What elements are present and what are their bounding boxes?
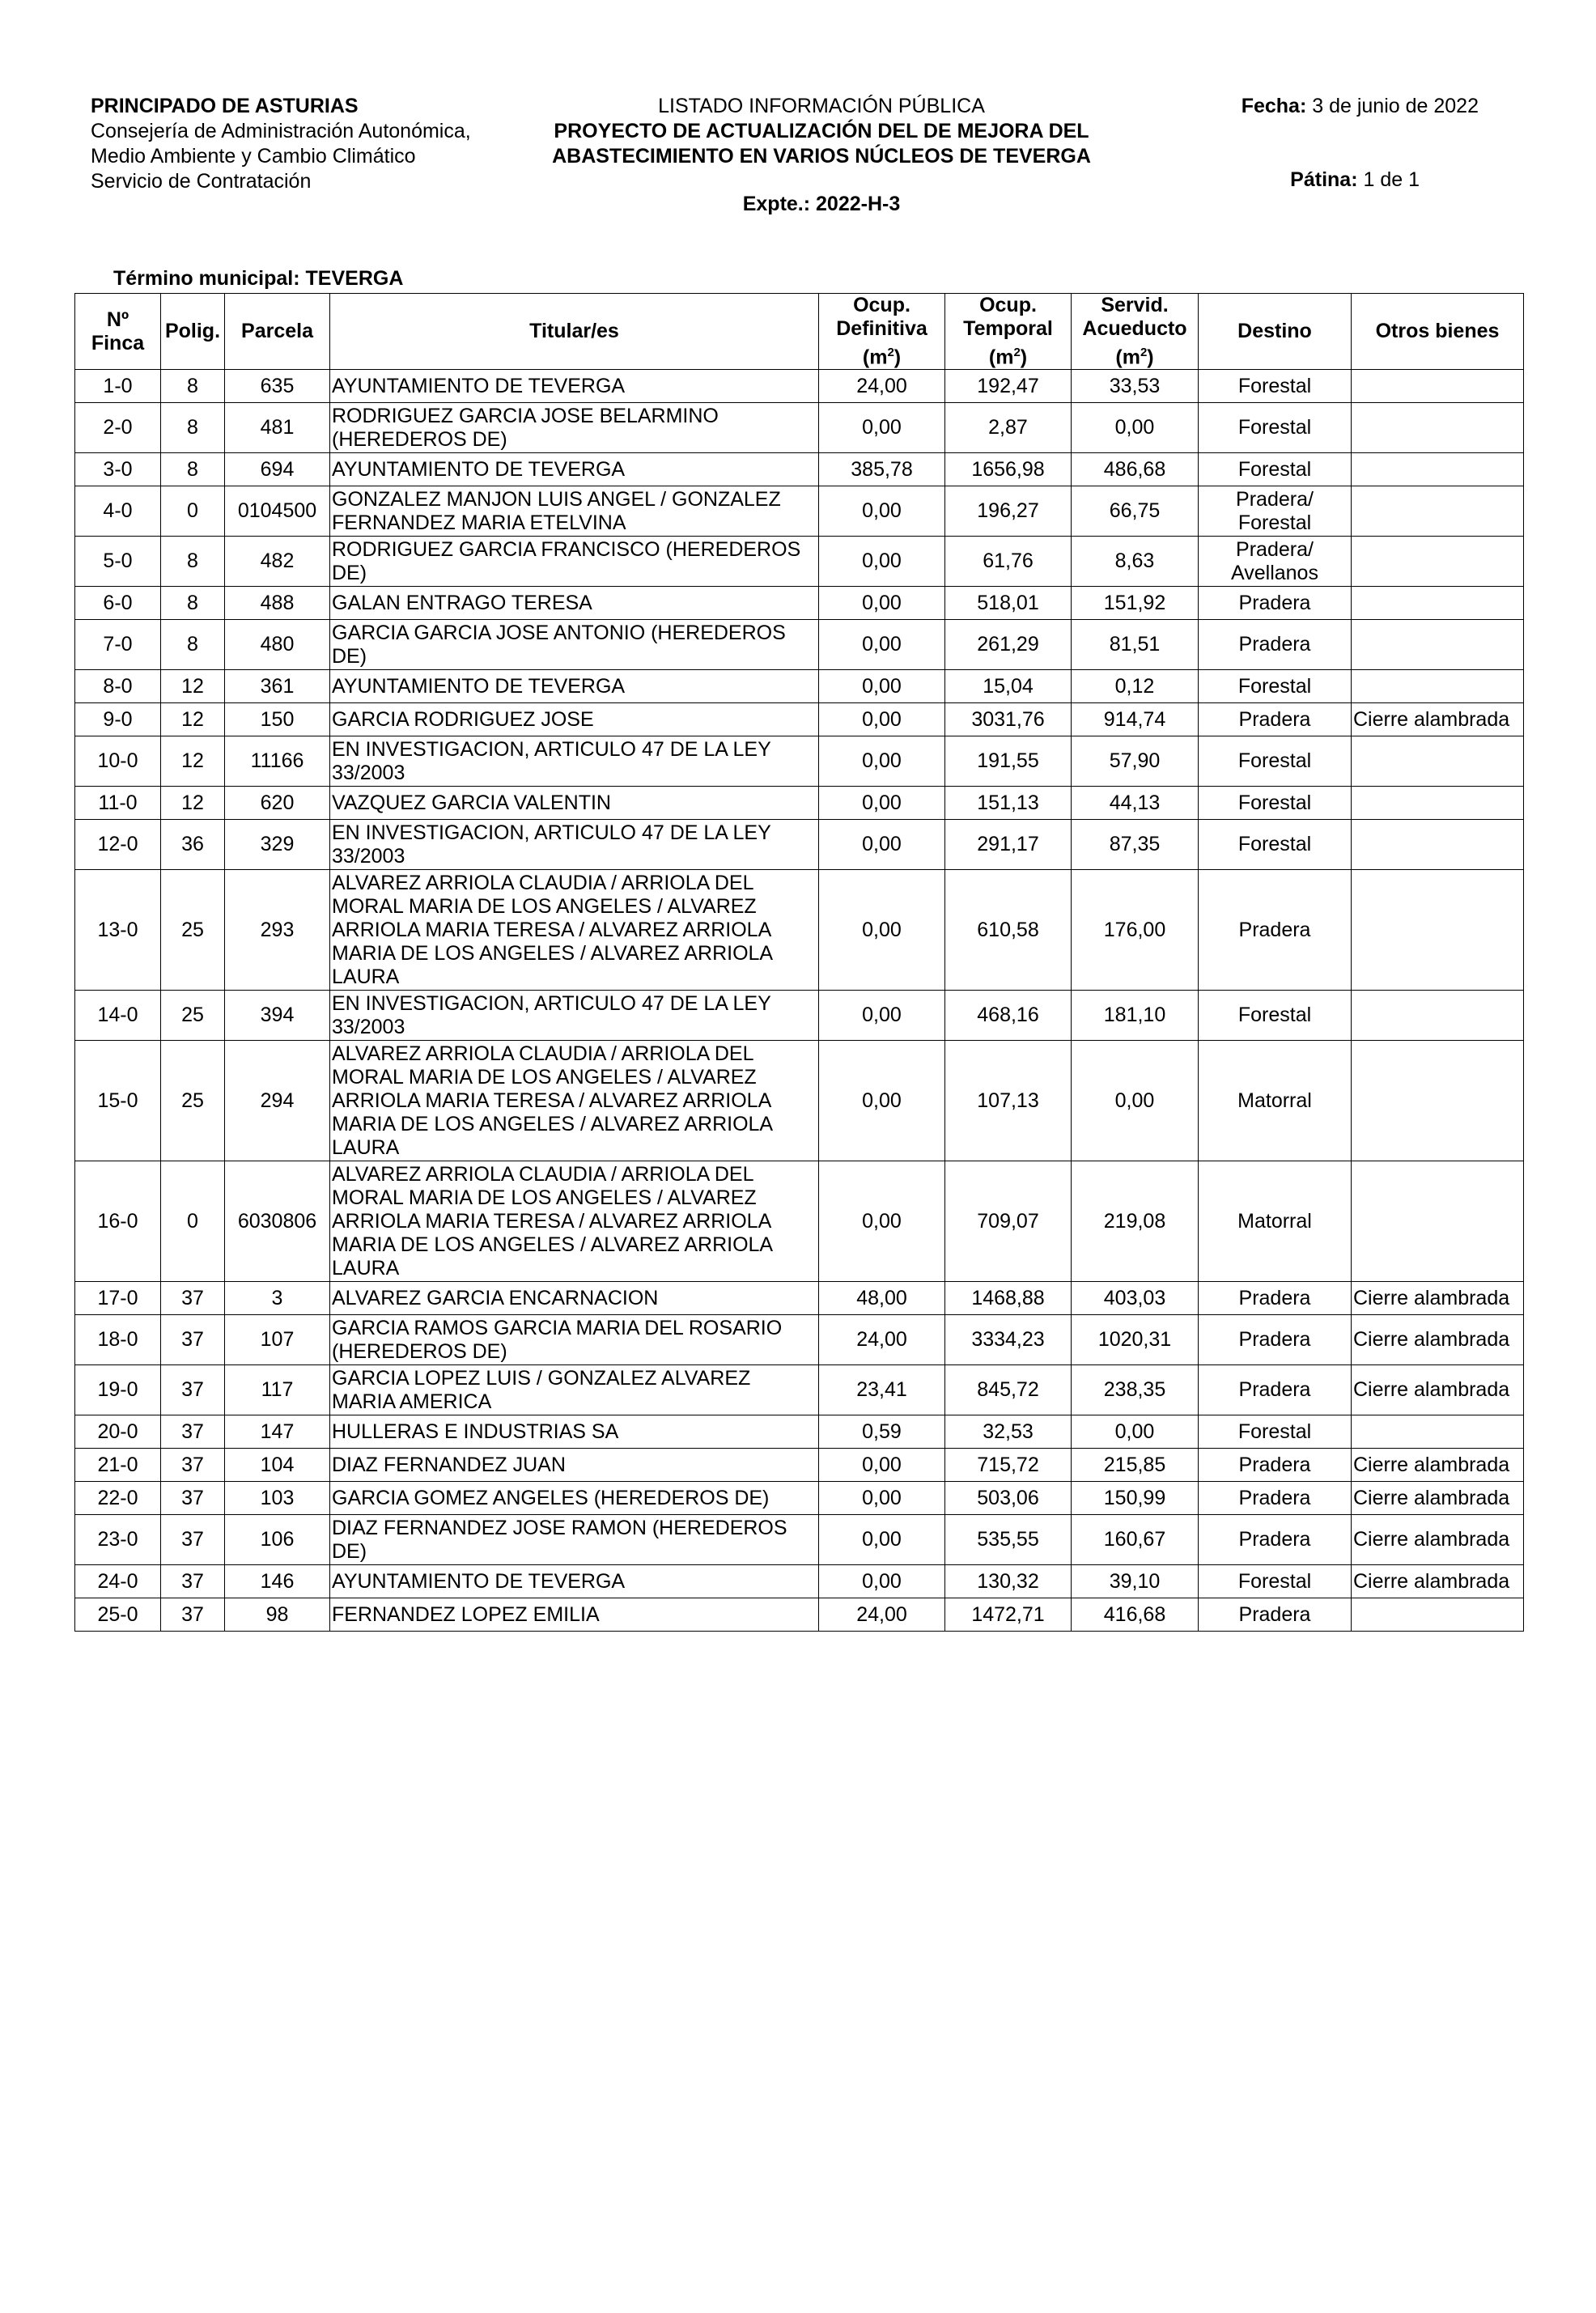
cell-parcela: 329 bbox=[225, 820, 330, 870]
col-ocup-temporal: Ocup. Temporal $(m^2)$ bbox=[945, 294, 1072, 370]
header-title bbox=[518, 94, 1125, 169]
cell-parcela: 104 bbox=[225, 1449, 330, 1482]
cell-parcela: 694 bbox=[225, 453, 330, 486]
cell-polig: 37 bbox=[161, 1315, 225, 1365]
cell-polig: 8 bbox=[161, 620, 225, 670]
cell-titular: EN INVESTIGACION, ARTICULO 47 DE LA LEY 33/2003 bbox=[330, 991, 819, 1041]
proyecto-line-2: ABASTECIMIENTO EN VARIOS NÚCLEOS DE TEVERGA bbox=[552, 145, 1091, 168]
cell-polig: 37 bbox=[161, 1598, 225, 1632]
table-row bbox=[75, 1161, 1524, 1282]
fecha-label: Fecha: bbox=[1241, 95, 1307, 117]
cell-parcela: 488 bbox=[225, 587, 330, 620]
cell-otros-bienes bbox=[1352, 620, 1524, 670]
cell-destino: Forestal bbox=[1199, 991, 1352, 1041]
cell-destino: Matorral bbox=[1199, 1041, 1352, 1161]
cell-ocup-temporal: 1472,71 bbox=[945, 1598, 1072, 1632]
cell-otros-bienes bbox=[1352, 403, 1524, 453]
cell-finca: 12-0 bbox=[75, 820, 161, 870]
cell-otros-bienes bbox=[1352, 870, 1524, 991]
cell-polig: 25 bbox=[161, 870, 225, 991]
cell-servid-acueducto: 87,35 bbox=[1072, 820, 1199, 870]
cell-destino: Forestal bbox=[1199, 670, 1352, 703]
cell-ocup-definitiva: 0,00 bbox=[819, 703, 945, 736]
cell-destino: Pradera/ Avellanos bbox=[1199, 537, 1352, 587]
table-row bbox=[75, 787, 1524, 820]
cell-destino: Forestal bbox=[1199, 736, 1352, 787]
cell-titular: EN INVESTIGACION, ARTICULO 47 DE LA LEY 33/2003 bbox=[330, 736, 819, 787]
cell-polig: 0 bbox=[161, 486, 225, 537]
cell-otros-bienes bbox=[1352, 820, 1524, 870]
cell-ocup-temporal: 261,29 bbox=[945, 620, 1072, 670]
cell-finca: 19-0 bbox=[75, 1365, 161, 1415]
cell-otros-bienes bbox=[1352, 736, 1524, 787]
cell-finca: 18-0 bbox=[75, 1315, 161, 1365]
cell-destino: Pradera bbox=[1199, 1365, 1352, 1415]
cell-ocup-definitiva: 0,00 bbox=[819, 820, 945, 870]
cell-ocup-definitiva: 0,00 bbox=[819, 537, 945, 587]
cell-otros-bienes bbox=[1352, 587, 1524, 620]
cell-titular: FERNANDEZ LOPEZ EMILIA bbox=[330, 1598, 819, 1632]
cell-titular: HULLERAS E INDUSTRIAS SA bbox=[330, 1415, 819, 1449]
org-name: PRINCIPADO DE ASTURIAS bbox=[91, 95, 359, 117]
cell-polig: 12 bbox=[161, 670, 225, 703]
cell-destino: Pradera bbox=[1199, 703, 1352, 736]
table-row bbox=[75, 453, 1524, 486]
cell-ocup-temporal: 845,72 bbox=[945, 1365, 1072, 1415]
cell-polig: 0 bbox=[161, 1161, 225, 1282]
cell-ocup-definitiva: 24,00 bbox=[819, 1315, 945, 1365]
header-organization bbox=[91, 94, 544, 194]
table-row bbox=[75, 1282, 1524, 1315]
table-header-row bbox=[75, 294, 1524, 370]
cell-servid-acueducto: 8,63 bbox=[1072, 537, 1199, 587]
cell-titular: EN INVESTIGACION, ARTICULO 47 DE LA LEY 33/2003 bbox=[330, 820, 819, 870]
cell-otros-bienes bbox=[1352, 1161, 1524, 1282]
cell-polig: 25 bbox=[161, 991, 225, 1041]
cell-otros-bienes bbox=[1352, 787, 1524, 820]
cell-parcela: 3 bbox=[225, 1282, 330, 1315]
cell-parcela: 394 bbox=[225, 991, 330, 1041]
cell-polig: 37 bbox=[161, 1515, 225, 1565]
cell-finca: 23-0 bbox=[75, 1515, 161, 1565]
cell-ocup-definitiva: 0,00 bbox=[819, 991, 945, 1041]
header-date bbox=[1242, 94, 1479, 119]
cell-otros-bienes: Cierre alambrada bbox=[1352, 1365, 1524, 1415]
cell-servid-acueducto: 176,00 bbox=[1072, 870, 1199, 991]
cell-ocup-temporal: 61,76 bbox=[945, 537, 1072, 587]
cell-destino: Forestal bbox=[1199, 820, 1352, 870]
cell-servid-acueducto: 238,35 bbox=[1072, 1365, 1199, 1415]
cell-servid-acueducto: 0,00 bbox=[1072, 1415, 1199, 1449]
cell-destino: Forestal bbox=[1199, 787, 1352, 820]
col-otros-bienes: Otros bienes bbox=[1352, 294, 1524, 370]
cell-titular: ALVAREZ ARRIOLA CLAUDIA / ARRIOLA DEL MORAL MARIA DE LOS ANGELES / ALVAREZ ARRIOLA MARIA TERESA / ALVAREZ ARRIOLA MARIA DE LOS ANGELES / ALVAREZ ARRIOLA LAURA bbox=[330, 1041, 819, 1161]
table-row bbox=[75, 736, 1524, 787]
cell-polig: 37 bbox=[161, 1365, 225, 1415]
cell-destino: Pradera bbox=[1199, 1449, 1352, 1482]
cell-titular: ALVAREZ ARRIOLA CLAUDIA / ARRIOLA DEL MORAL MARIA DE LOS ANGELES / ALVAREZ ARRIOLA MARIA TERESA / ALVAREZ ARRIOLA MARIA DE LOS ANGELES / ALVAREZ ARRIOLA LAURA bbox=[330, 1161, 819, 1282]
cell-ocup-definitiva: 23,41 bbox=[819, 1365, 945, 1415]
cell-finca: 1-0 bbox=[75, 370, 161, 403]
cell-ocup-temporal: 1468,88 bbox=[945, 1282, 1072, 1315]
cell-ocup-definitiva: 24,00 bbox=[819, 370, 945, 403]
cell-otros-bienes: Cierre alambrada bbox=[1352, 1282, 1524, 1315]
cell-ocup-definitiva: 0,00 bbox=[819, 486, 945, 537]
cell-ocup-definitiva: 0,00 bbox=[819, 870, 945, 991]
cell-ocup-temporal: 503,06 bbox=[945, 1482, 1072, 1515]
cell-parcela: 620 bbox=[225, 787, 330, 820]
proyecto-line-1: PROYECTO DE ACTUALIZACIÓN DEL DE MEJORA DEL bbox=[554, 120, 1089, 142]
cell-servid-acueducto: 151,92 bbox=[1072, 587, 1199, 620]
cell-destino: Forestal bbox=[1199, 403, 1352, 453]
table-row bbox=[75, 1315, 1524, 1365]
cell-otros-bienes bbox=[1352, 670, 1524, 703]
cell-servid-acueducto: 215,85 bbox=[1072, 1449, 1199, 1482]
cell-ocup-temporal: 192,47 bbox=[945, 370, 1072, 403]
cell-parcela: 117 bbox=[225, 1365, 330, 1415]
cell-otros-bienes: Cierre alambrada bbox=[1352, 703, 1524, 736]
col-polig: Polig. bbox=[161, 294, 225, 370]
cell-polig: 37 bbox=[161, 1449, 225, 1482]
table-row bbox=[75, 1449, 1524, 1482]
col-titular: Titular/es bbox=[330, 294, 819, 370]
cell-ocup-temporal: 130,32 bbox=[945, 1565, 1072, 1598]
cell-parcela: 146 bbox=[225, 1565, 330, 1598]
cell-ocup-temporal: 32,53 bbox=[945, 1415, 1072, 1449]
cell-ocup-temporal: 107,13 bbox=[945, 1041, 1072, 1161]
cell-destino: Forestal bbox=[1199, 453, 1352, 486]
cell-finca: 20-0 bbox=[75, 1415, 161, 1449]
cell-destino: Pradera bbox=[1199, 870, 1352, 991]
expediente bbox=[518, 193, 1125, 216]
table-row bbox=[75, 1515, 1524, 1565]
cell-parcela: 482 bbox=[225, 537, 330, 587]
cell-servid-acueducto: 1020,31 bbox=[1072, 1315, 1199, 1365]
cell-titular: GARCIA RODRIGUEZ JOSE bbox=[330, 703, 819, 736]
cell-polig: 37 bbox=[161, 1415, 225, 1449]
table-row bbox=[75, 1565, 1524, 1598]
cell-servid-acueducto: 57,90 bbox=[1072, 736, 1199, 787]
cell-finca: 15-0 bbox=[75, 1041, 161, 1161]
cell-titular: RODRIGUEZ GARCIA FRANCISCO (HEREDEROS DE) bbox=[330, 537, 819, 587]
cell-finca: 10-0 bbox=[75, 736, 161, 787]
cell-otros-bienes bbox=[1352, 486, 1524, 537]
cell-finca: 5-0 bbox=[75, 537, 161, 587]
cell-servid-acueducto: 914,74 bbox=[1072, 703, 1199, 736]
cell-finca: 9-0 bbox=[75, 703, 161, 736]
cell-parcela: 107 bbox=[225, 1315, 330, 1365]
cell-servid-acueducto: 150,99 bbox=[1072, 1482, 1199, 1515]
cell-finca: 2-0 bbox=[75, 403, 161, 453]
cell-servid-acueducto: 0,00 bbox=[1072, 403, 1199, 453]
cell-ocup-temporal: 715,72 bbox=[945, 1449, 1072, 1482]
cell-ocup-definitiva: 0,00 bbox=[819, 1565, 945, 1598]
table-row bbox=[75, 1041, 1524, 1161]
expte-value: 2022-H-3 bbox=[816, 193, 901, 215]
cell-ocup-definitiva: 0,00 bbox=[819, 670, 945, 703]
col-ocup-definitiva: Ocup. Definitiva $(m^2)$ bbox=[819, 294, 945, 370]
cell-destino: Pradera bbox=[1199, 1315, 1352, 1365]
cell-titular: GALAN ENTRAGO TERESA bbox=[330, 587, 819, 620]
cell-otros-bienes bbox=[1352, 991, 1524, 1041]
cell-titular: AYUNTAMIENTO DE TEVERGA bbox=[330, 1565, 819, 1598]
cell-servid-acueducto: 66,75 bbox=[1072, 486, 1199, 537]
cell-otros-bienes: Cierre alambrada bbox=[1352, 1515, 1524, 1565]
cell-ocup-definitiva: 0,00 bbox=[819, 1482, 945, 1515]
cell-destino: Pradera/ Forestal bbox=[1199, 486, 1352, 537]
fincas-table bbox=[74, 293, 1524, 1632]
cell-polig: 25 bbox=[161, 1041, 225, 1161]
cell-ocup-temporal: 3334,23 bbox=[945, 1315, 1072, 1365]
cell-servid-acueducto: 44,13 bbox=[1072, 787, 1199, 820]
table-row bbox=[75, 870, 1524, 991]
cell-titular: GONZALEZ MANJON LUIS ANGEL / GONZALEZ FERNANDEZ MARIA ETELVINA bbox=[330, 486, 819, 537]
cell-ocup-definitiva: 0,00 bbox=[819, 1515, 945, 1565]
cell-servid-acueducto: 416,68 bbox=[1072, 1598, 1199, 1632]
cell-ocup-temporal: 518,01 bbox=[945, 587, 1072, 620]
cell-otros-bienes bbox=[1352, 1598, 1524, 1632]
cell-parcela: 361 bbox=[225, 670, 330, 703]
cell-titular: GARCIA GOMEZ ANGELES (HEREDEROS DE) bbox=[330, 1482, 819, 1515]
pagina-value: 1 de 1 bbox=[1363, 168, 1420, 191]
cell-servid-acueducto: 181,10 bbox=[1072, 991, 1199, 1041]
consejeria-line-1: Consejería de Administración Autonómica, bbox=[91, 120, 471, 142]
cell-otros-bienes: Cierre alambrada bbox=[1352, 1449, 1524, 1482]
termino-municipal: Término municipal: TEVERGA bbox=[113, 267, 404, 290]
cell-servid-acueducto: 33,53 bbox=[1072, 370, 1199, 403]
cell-parcela: 103 bbox=[225, 1482, 330, 1515]
cell-ocup-definitiva: 0,00 bbox=[819, 787, 945, 820]
table-row bbox=[75, 1415, 1524, 1449]
cell-servid-acueducto: 0,00 bbox=[1072, 1041, 1199, 1161]
cell-ocup-temporal: 535,55 bbox=[945, 1515, 1072, 1565]
cell-destino: Forestal bbox=[1199, 1565, 1352, 1598]
cell-ocup-definitiva: 385,78 bbox=[819, 453, 945, 486]
table-row bbox=[75, 703, 1524, 736]
cell-polig: 12 bbox=[161, 787, 225, 820]
cell-ocup-definitiva: 0,00 bbox=[819, 587, 945, 620]
cell-titular: AYUNTAMIENTO DE TEVERGA bbox=[330, 370, 819, 403]
cell-ocup-definitiva: 0,00 bbox=[819, 1161, 945, 1282]
cell-titular: ALVAREZ GARCIA ENCARNACION bbox=[330, 1282, 819, 1315]
col-destino: Destino bbox=[1199, 294, 1352, 370]
table-row bbox=[75, 991, 1524, 1041]
cell-ocup-definitiva: 0,00 bbox=[819, 736, 945, 787]
table-row bbox=[75, 1482, 1524, 1515]
cell-finca: 22-0 bbox=[75, 1482, 161, 1515]
table-row bbox=[75, 1598, 1524, 1632]
table-row bbox=[75, 670, 1524, 703]
cell-otros-bienes bbox=[1352, 1041, 1524, 1161]
cell-ocup-temporal: 3031,76 bbox=[945, 703, 1072, 736]
cell-servid-acueducto: 403,03 bbox=[1072, 1282, 1199, 1315]
cell-ocup-definitiva: 0,00 bbox=[819, 403, 945, 453]
cell-ocup-temporal: 15,04 bbox=[945, 670, 1072, 703]
cell-ocup-definitiva: 0,00 bbox=[819, 1041, 945, 1161]
cell-parcela: 6030806 bbox=[225, 1161, 330, 1282]
cell-destino: Forestal bbox=[1199, 370, 1352, 403]
cell-polig: 37 bbox=[161, 1282, 225, 1315]
cell-ocup-definitiva: 24,00 bbox=[819, 1598, 945, 1632]
cell-titular: AYUNTAMIENTO DE TEVERGA bbox=[330, 670, 819, 703]
table-row bbox=[75, 587, 1524, 620]
cell-parcela: 150 bbox=[225, 703, 330, 736]
cell-ocup-temporal: 291,17 bbox=[945, 820, 1072, 870]
cell-ocup-temporal: 196,27 bbox=[945, 486, 1072, 537]
table-row bbox=[75, 403, 1524, 453]
cell-ocup-definitiva: 0,00 bbox=[819, 620, 945, 670]
cell-titular: DIAZ FERNANDEZ JUAN bbox=[330, 1449, 819, 1482]
cell-destino: Forestal bbox=[1199, 1415, 1352, 1449]
cell-polig: 8 bbox=[161, 537, 225, 587]
cell-titular: GARCIA LOPEZ LUIS / GONZALEZ ALVAREZ MARIA AMERICA bbox=[330, 1365, 819, 1415]
cell-ocup-temporal: 191,55 bbox=[945, 736, 1072, 787]
cell-finca: 4-0 bbox=[75, 486, 161, 537]
cell-parcela: 0104500 bbox=[225, 486, 330, 537]
cell-finca: 8-0 bbox=[75, 670, 161, 703]
cell-destino: Matorral bbox=[1199, 1161, 1352, 1282]
cell-finca: 21-0 bbox=[75, 1449, 161, 1482]
table-row bbox=[75, 620, 1524, 670]
cell-titular: GARCIA RAMOS GARCIA MARIA DEL ROSARIO (HEREDEROS DE) bbox=[330, 1315, 819, 1365]
cell-ocup-definitiva: 0,59 bbox=[819, 1415, 945, 1449]
page-number bbox=[1290, 168, 1420, 192]
cell-servid-acueducto: 486,68 bbox=[1072, 453, 1199, 486]
col-finca: Nº Finca bbox=[75, 294, 161, 370]
cell-parcela: 481 bbox=[225, 403, 330, 453]
expte-label: Expte.: bbox=[742, 193, 811, 215]
cell-parcela: 11166 bbox=[225, 736, 330, 787]
cell-destino: Pradera bbox=[1199, 1598, 1352, 1632]
cell-destino: Pradera bbox=[1199, 1515, 1352, 1565]
listado-title: LISTADO INFORMACIÓN PÚBLICA bbox=[658, 95, 985, 117]
cell-otros-bienes bbox=[1352, 370, 1524, 403]
cell-ocup-definitiva: 48,00 bbox=[819, 1282, 945, 1315]
cell-otros-bienes bbox=[1352, 453, 1524, 486]
cell-parcela: 147 bbox=[225, 1415, 330, 1449]
cell-destino: Pradera bbox=[1199, 1282, 1352, 1315]
table-row bbox=[75, 1365, 1524, 1415]
table-row bbox=[75, 370, 1524, 403]
cell-titular: RODRIGUEZ GARCIA JOSE BELARMINO (HEREDEROS DE) bbox=[330, 403, 819, 453]
cell-finca: 13-0 bbox=[75, 870, 161, 991]
cell-polig: 8 bbox=[161, 587, 225, 620]
cell-titular: ALVAREZ ARRIOLA CLAUDIA / ARRIOLA DEL MORAL MARIA DE LOS ANGELES / ALVAREZ ARRIOLA MARIA TERESA / ALVAREZ ARRIOLA MARIA DE LOS ANGELES / ALVAREZ ARRIOLA LAURA bbox=[330, 870, 819, 991]
cell-finca: 24-0 bbox=[75, 1565, 161, 1598]
cell-parcela: 98 bbox=[225, 1598, 330, 1632]
cell-polig: 37 bbox=[161, 1482, 225, 1515]
cell-servid-acueducto: 219,08 bbox=[1072, 1161, 1199, 1282]
cell-ocup-temporal: 610,58 bbox=[945, 870, 1072, 991]
col-servid-acueducto: Servid. Acueducto $(m^2)$ bbox=[1072, 294, 1199, 370]
cell-destino: Pradera bbox=[1199, 587, 1352, 620]
cell-polig: 37 bbox=[161, 1565, 225, 1598]
cell-servid-acueducto: 39,10 bbox=[1072, 1565, 1199, 1598]
cell-titular: VAZQUEZ GARCIA VALENTIN bbox=[330, 787, 819, 820]
cell-finca: 3-0 bbox=[75, 453, 161, 486]
cell-finca: 17-0 bbox=[75, 1282, 161, 1315]
pagina-label: Pátina: bbox=[1290, 168, 1358, 191]
cell-ocup-temporal: 2,87 bbox=[945, 403, 1072, 453]
cell-otros-bienes: Cierre alambrada bbox=[1352, 1565, 1524, 1598]
cell-destino: Pradera bbox=[1199, 1482, 1352, 1515]
cell-ocup-definitiva: 0,00 bbox=[819, 1449, 945, 1482]
cell-finca: 14-0 bbox=[75, 991, 161, 1041]
cell-parcela: 480 bbox=[225, 620, 330, 670]
cell-servid-acueducto: 81,51 bbox=[1072, 620, 1199, 670]
cell-titular: AYUNTAMIENTO DE TEVERGA bbox=[330, 453, 819, 486]
cell-destino: Pradera bbox=[1199, 620, 1352, 670]
cell-otros-bienes bbox=[1352, 537, 1524, 587]
cell-finca: 6-0 bbox=[75, 587, 161, 620]
cell-finca: 25-0 bbox=[75, 1598, 161, 1632]
table-row bbox=[75, 820, 1524, 870]
cell-finca: 7-0 bbox=[75, 620, 161, 670]
cell-ocup-temporal: 1656,98 bbox=[945, 453, 1072, 486]
cell-ocup-temporal: 468,16 bbox=[945, 991, 1072, 1041]
cell-polig: 8 bbox=[161, 403, 225, 453]
cell-finca: 16-0 bbox=[75, 1161, 161, 1282]
col-parcela: Parcela bbox=[225, 294, 330, 370]
consejeria-line-2: Medio Ambiente y Cambio Climático bbox=[91, 145, 416, 168]
cell-polig: 8 bbox=[161, 370, 225, 403]
cell-parcela: 635 bbox=[225, 370, 330, 403]
cell-parcela: 106 bbox=[225, 1515, 330, 1565]
cell-polig: 36 bbox=[161, 820, 225, 870]
cell-polig: 12 bbox=[161, 736, 225, 787]
cell-servid-acueducto: 0,12 bbox=[1072, 670, 1199, 703]
table-row bbox=[75, 486, 1524, 537]
cell-parcela: 294 bbox=[225, 1041, 330, 1161]
servicio-name: Servicio de Contratación bbox=[91, 170, 312, 193]
cell-ocup-temporal: 709,07 bbox=[945, 1161, 1072, 1282]
fecha-value: 3 de junio de 2022 bbox=[1312, 95, 1479, 117]
cell-otros-bienes: Cierre alambrada bbox=[1352, 1315, 1524, 1365]
cell-titular: DIAZ FERNANDEZ JOSE RAMON (HEREDEROS DE) bbox=[330, 1515, 819, 1565]
cell-servid-acueducto: 160,67 bbox=[1072, 1515, 1199, 1565]
cell-polig: 8 bbox=[161, 453, 225, 486]
cell-parcela: 293 bbox=[225, 870, 330, 991]
cell-ocup-temporal: 151,13 bbox=[945, 787, 1072, 820]
cell-titular: GARCIA GARCIA JOSE ANTONIO (HEREDEROS DE) bbox=[330, 620, 819, 670]
cell-polig: 12 bbox=[161, 703, 225, 736]
table-row bbox=[75, 537, 1524, 587]
cell-finca: 11-0 bbox=[75, 787, 161, 820]
cell-otros-bienes: Cierre alambrada bbox=[1352, 1482, 1524, 1515]
cell-otros-bienes bbox=[1352, 1415, 1524, 1449]
